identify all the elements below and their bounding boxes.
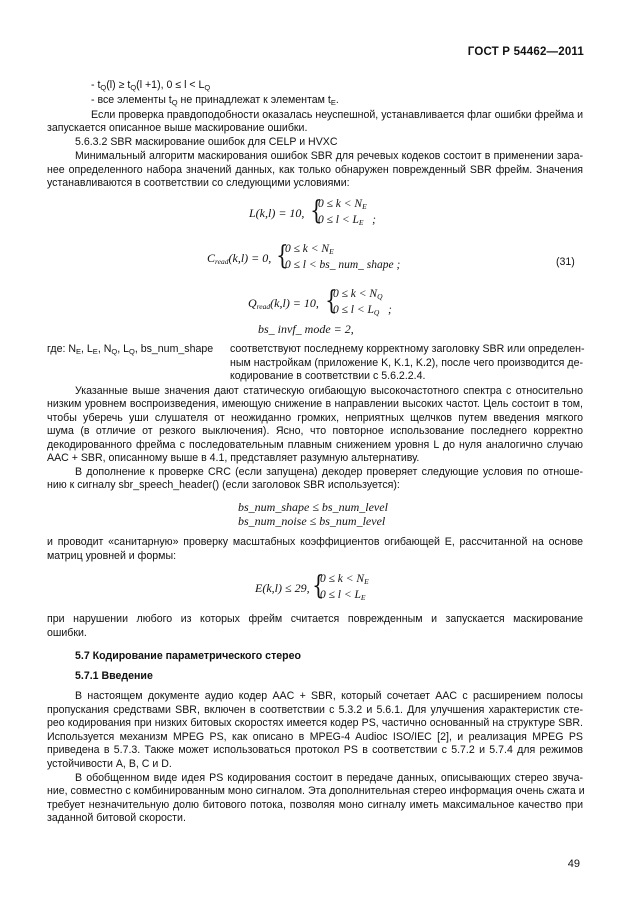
page-number: 49	[567, 858, 580, 870]
paragraph-line: декодированного фрейма с последовательным плавным снижением уровня L до нуля аналогично случаю	[47, 439, 583, 451]
equation-E-case2: $0 \le l < L_E$	[320, 589, 366, 602]
equation-C-case1: $0 \le k < N_E$	[285, 243, 334, 256]
paragraph-line: устанавливаются в соответствии со следующими условиями:	[47, 177, 350, 189]
equation-Q-case1: $0 \le k < N_Q$	[333, 288, 383, 301]
paragraph-line: нию к сигналу sbr_speech_header() (если заголовок SBR используется):	[47, 479, 400, 491]
equation-E-case1: $0 \le k < N_E$	[320, 573, 369, 586]
equation-E-lhs: E(k,l) ≤ 29,	[255, 581, 310, 595]
equation-Q-case2: $0 \le l < L_Q$ ;	[333, 304, 392, 317]
paragraph-line: В дополнение к проверке CRC (если запущена) декодер проверяет следующие условия по отноше-	[75, 466, 583, 478]
equation-number: (31)	[556, 256, 575, 268]
subsection-heading: 5.6.3.2 SBR маскирование ошибок для CELP и HVXC	[75, 136, 338, 148]
paragraph-line: ние, совместно с комбинированным моно сигналом. Эта дополнительная стерео информация очень сжата и	[47, 785, 585, 797]
paragraph-line: пропускания средствами SBR, включен в соответствии с 5.3.2 и 5.6.1. Для улучшения характеристик сте-	[47, 704, 583, 716]
paragraph-line: Указанные выше значения дают статическую огибающую высокочастотного спектра с относительно	[75, 385, 583, 397]
paragraph-line: приведена в 5.7.3. Также может использоваться протокол PS в соответствии с 5.7.2 и 5.7.4 для режимов	[47, 744, 583, 756]
list-item-2: - все элементы $t_Q$ не принадлежат к элементам $t_E$.	[91, 94, 339, 107]
paragraph-line: шума (в отличие от резкого выключения). Ясно, что повторное использование последнего корректно	[47, 425, 583, 437]
where-definition: кодирование в соответствии с 5.6.2.2.4.	[230, 370, 426, 382]
condition-2: bs_num_noise ≤ bs_num_level	[238, 514, 386, 528]
standard-header: ГОСТ Р 54462—2011	[467, 46, 584, 58]
paragraph-line: требует незначительную долю битового потока, позволяя моно сигналу иметь максимальное качество при	[47, 799, 583, 811]
paragraph-line: рео кодирования при низких битовых скоростях имеется кодер PS, частично основанный на структуре SBR.	[47, 717, 583, 729]
paragraph-line: В обобщенном виде идея PS кодирования состоит в передаче данных, описывающих стерео звуча-	[75, 772, 583, 784]
equation-C-lhs: $C_{read}(k,l) = 0$,	[207, 251, 272, 266]
paragraph-line: Минимальный алгоритм маскирования ошибок SBR для речевых кодеков состоит в применении зара-	[75, 150, 583, 162]
where-definition: соответствуют последнему корректному заголовку SBR или определен-	[230, 343, 585, 355]
subsection-heading: 5.7.1 Введение	[75, 670, 153, 682]
condition-1: bs_num_shape ≤ bs_num_level	[238, 500, 388, 514]
paragraph-line: и проводит «санитарную» проверку масштабных коэффициентов огибающей E, рассчитанной на основе	[47, 536, 583, 548]
brace: {	[276, 241, 289, 271]
paragraph-line: запускается описанное выше маскирование ошибки.	[47, 122, 308, 134]
paragraph-line: ошибки.	[47, 627, 87, 639]
where-symbols: где: $N_E$, $L_E$, $N_Q$, $L_Q$, bs_num_shape	[47, 343, 214, 356]
equation-L-case1: $0 \le k < N_E$	[318, 198, 367, 211]
list-item-1: - $t_Q(l) \ge t_Q(l +1)$, $0 \le l < L_Q$	[91, 79, 211, 92]
equation-L-case2: $0 \le l < L_E$ ;	[318, 214, 376, 227]
paragraph-line: Если проверка правдоподобности оказалась неуспешной, устанавливается флаг ошибки фрейма и	[91, 109, 583, 121]
where-definition: ным настройкам (приложение K, K.1, K.2), после чего производится де-	[230, 357, 583, 369]
paragraph-line: нее определенного набора значений данных, как только обнаружен поврежденный SBR фрейм. Значения	[47, 164, 583, 176]
brace: {	[310, 196, 323, 226]
equation-Q-lhs: $Q_{read}(k,l) = 10$,	[248, 296, 319, 311]
brace: {	[312, 571, 325, 601]
paragraph-line: Используется механизм MPEG PS, как описано в MPEG-4 Audioc ISO/IEC [2], и реализация MPEG PS	[47, 731, 583, 743]
paragraph-line: матриц уровней и формы:	[47, 550, 177, 562]
equation-invf: bs_ invf_ mode = 2,	[258, 322, 354, 336]
paragraph-line: В настоящем документе аудио кодер AAC + SBR, который сочетает AAC с расширением полосы	[75, 690, 583, 702]
section-heading: 5.7 Кодирование параметрического стерео	[75, 650, 301, 662]
brace: {	[325, 286, 338, 316]
paragraph-line: заданной битовой скорости.	[47, 812, 186, 824]
equation-L-lhs: L(k,l) = 10,	[249, 206, 305, 220]
paragraph-line: чтобы уберечь уши слушателя от неожиданно громких, неприятных щелчков путем введения мягкого	[47, 412, 583, 424]
paragraph-line: устойчивости A, B, C и D.	[47, 758, 172, 770]
paragraph-line: при нарушении любого из которых фрейм считается поврежденным и запускается маскирование	[47, 613, 583, 625]
equation-C-case2: 0 ≤ l < bs_ num_ shape ;	[285, 259, 401, 271]
paragraph-line: низким уровнем воспроизведения, имеющую снижение в направлении высоких частот. Цель состоит в том,	[47, 398, 583, 410]
paragraph-line: AAC + SBR, описанному выше в 4.1, представляет разумную альтернативу.	[47, 452, 420, 464]
